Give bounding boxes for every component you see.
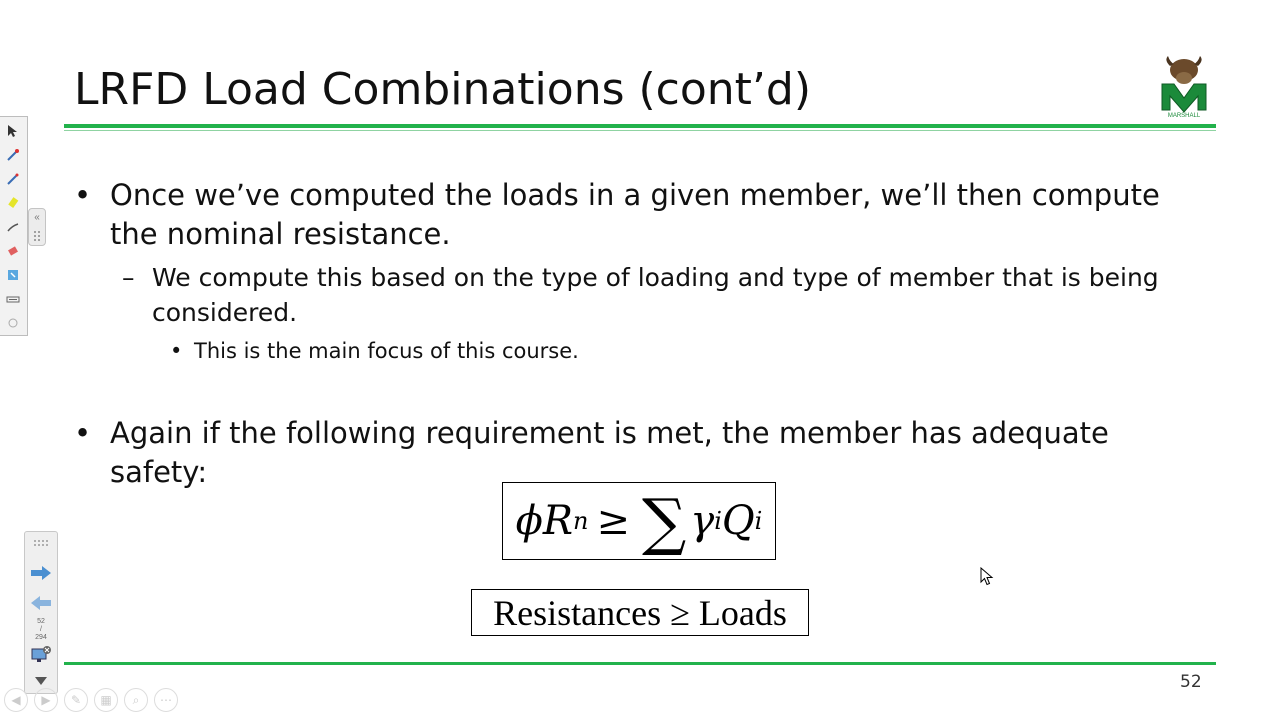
gamma-subscript: i bbox=[714, 507, 722, 535]
ink-toolbar-grip[interactable] bbox=[28, 208, 46, 246]
page-total: 294 bbox=[35, 634, 47, 641]
pen-icon[interactable]: ✎ bbox=[64, 688, 88, 712]
sub-sub-bullet-text: This is the main focus of this course. bbox=[194, 339, 579, 363]
lrfd-formula bbox=[502, 482, 776, 560]
monitor-icon bbox=[30, 646, 52, 664]
footer-divider bbox=[64, 662, 1216, 665]
logo-text: MARSHALL bbox=[1167, 113, 1201, 118]
collapse-chevron-icon[interactable]: « bbox=[34, 212, 40, 224]
arrow-right-icon bbox=[30, 565, 52, 581]
keyboard-icon[interactable] bbox=[3, 289, 23, 309]
pen-icon[interactable] bbox=[3, 169, 23, 189]
ink-toolbar bbox=[0, 116, 28, 336]
next-slide-button[interactable] bbox=[29, 562, 53, 584]
page-current: 52 bbox=[37, 618, 45, 625]
eraser-icon[interactable] bbox=[3, 241, 23, 261]
sum-symbol: ∑ bbox=[642, 484, 687, 558]
sub-bullet-text: We compute this based on the type of loading and type of member that is being considered. bbox=[152, 263, 1159, 327]
bullet-text: Again if the following requirement is met, the member has adequate safety: bbox=[110, 416, 1109, 489]
page-separator: / bbox=[40, 626, 42, 633]
laser-pen-icon[interactable] bbox=[3, 145, 23, 165]
drag-handle-icon[interactable] bbox=[33, 230, 41, 242]
screen-button[interactable] bbox=[29, 644, 53, 666]
prev-arrow-icon[interactable]: ◀ bbox=[4, 688, 28, 712]
r-subscript: n bbox=[573, 507, 589, 535]
q-symbol: Q bbox=[721, 498, 755, 544]
arrow-pointer-icon[interactable] bbox=[3, 121, 23, 141]
caret-down-icon bbox=[35, 677, 47, 685]
dash-marker: – bbox=[122, 263, 135, 292]
ge-symbol: ≥ bbox=[596, 498, 631, 544]
slide-number: 52 bbox=[1180, 672, 1202, 692]
highlighter-icon[interactable] bbox=[3, 193, 23, 213]
previous-slide-button[interactable] bbox=[29, 592, 53, 614]
title-divider-thin bbox=[64, 130, 1216, 131]
title-divider bbox=[64, 124, 1216, 128]
bullet-nominal-resistance bbox=[74, 176, 1204, 254]
more-options-icon[interactable]: ⋯ bbox=[154, 688, 178, 712]
gamma-symbol: γ bbox=[690, 498, 715, 544]
bullet-text: Once we’ve computed the loads in a given member, we’ll then compute the nominal resistance. bbox=[110, 178, 1160, 251]
text-box-icon[interactable] bbox=[3, 265, 23, 285]
resistances-loads-box: Resistances ≥ Loads bbox=[471, 589, 809, 636]
phi-symbol: ϕ bbox=[515, 498, 543, 544]
zoom-icon[interactable]: ⌕ bbox=[124, 688, 148, 712]
pencil-icon[interactable] bbox=[3, 217, 23, 237]
bullet-marker: • bbox=[74, 178, 92, 212]
marshall-logo bbox=[1158, 56, 1210, 118]
presenter-bottom-toolbar bbox=[4, 688, 178, 712]
arrow-left-icon bbox=[30, 595, 52, 611]
q-subscript: i bbox=[754, 507, 763, 535]
slide-title: LRFD Load Combinations (cont’d) bbox=[74, 64, 811, 115]
bullet-marker: • bbox=[170, 339, 183, 363]
next-arrow-icon[interactable]: ▶ bbox=[34, 688, 58, 712]
sub-bullet-loading-type bbox=[122, 260, 1212, 330]
slide-nav-panel bbox=[24, 531, 58, 694]
mouse-cursor-icon bbox=[980, 567, 994, 587]
r-symbol: R bbox=[542, 498, 574, 544]
panel-grip-icon[interactable] bbox=[29, 536, 53, 552]
spotlight-icon[interactable] bbox=[3, 313, 23, 333]
slides-grid-icon[interactable]: ▦ bbox=[94, 688, 118, 712]
scroll-down-button[interactable] bbox=[29, 674, 53, 688]
sub-sub-bullet-focus bbox=[170, 338, 1070, 364]
page-indicator[interactable] bbox=[31, 618, 51, 642]
bullet-requirement bbox=[74, 414, 1204, 492]
bullet-marker: • bbox=[74, 416, 92, 450]
